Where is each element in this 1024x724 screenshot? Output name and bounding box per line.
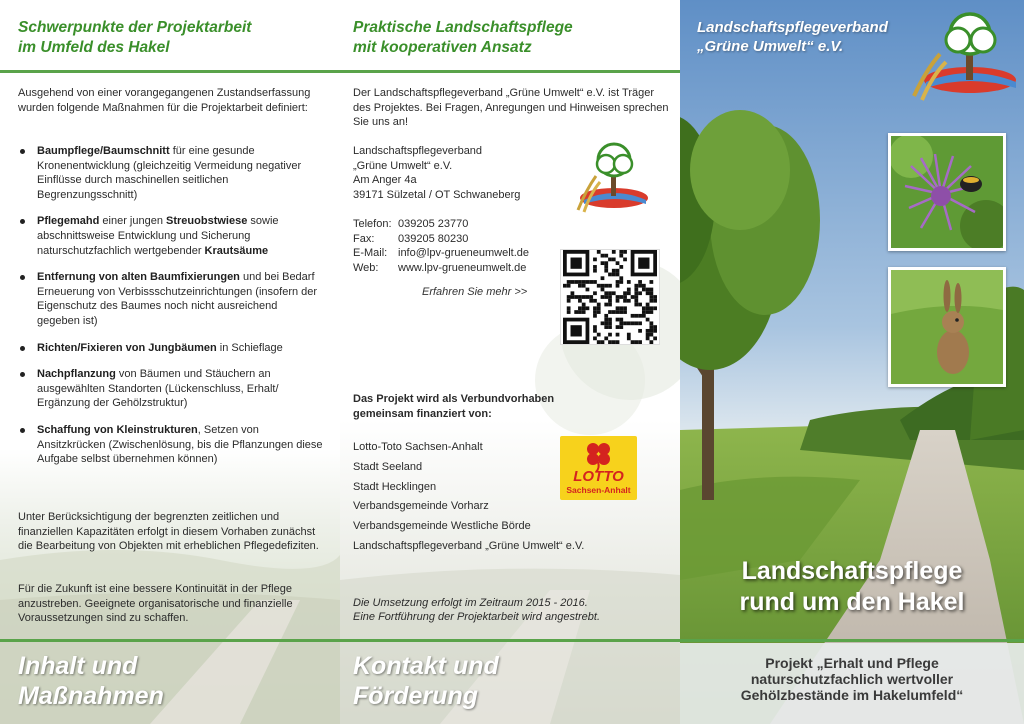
panel-cover — [680, 0, 1024, 724]
main-title: Landschaftspflege rund um den Hakel — [739, 557, 965, 616]
bullet-icon — [20, 275, 25, 280]
contact-row-phone: Telefon: 039205 23770 — [353, 218, 469, 230]
section-heading-kontakt: Kontakt und Förderung — [353, 652, 499, 710]
list-item: Verbandsgemeinde Westliche Börde — [353, 520, 531, 533]
qr-code-icon — [561, 250, 659, 344]
section-divider — [680, 639, 1024, 642]
project-subtitle: Projekt „Erhalt und Pflege naturschutzfachlich wertvoller Gehölzbestände im Hakelumfeld“ — [740, 655, 964, 703]
list-item: Stadt Seeland — [353, 460, 423, 473]
bullet-icon — [20, 346, 25, 351]
project-period-note: Die Umsetzung erfolgt im Zeitraum 2015 - 2016. Eine Fortführung der Projektarbeit wird angestrebt. — [353, 597, 601, 623]
organisation-logo — [906, 10, 1018, 106]
organisation-name: Landschaftspflegeverband „Grüne Umwelt“ e.V. — [697, 19, 888, 55]
learn-more-link[interactable]: Erfahren Sie mehr >> — [422, 286, 528, 298]
photo-thistle-bumblebee — [888, 133, 1006, 251]
photo-hare — [888, 267, 1006, 387]
measures-list — [18, 144, 323, 479]
thistle-bee-image — [891, 136, 1003, 248]
funding-heading: Das Projekt wird als Verbundvorhaben gemeinsam finanziert von: — [353, 393, 555, 420]
future-paragraph: Für die Zukunft ist eine bessere Kontinuität in der Pflege anzustreben. Geeignete organisatorische und finanzielle Voraussetzungen sind zu schaffen. — [18, 583, 293, 625]
capacity-paragraph: Unter Berücksichtigung der begrenzten zeitlichen und finanziellen Kapazitäten erfolgt in diesem Vorhaben zunächst die Bearbeitung von Objekten mit erheblichen Pflegedefiziten. — [18, 511, 319, 553]
hare-image — [891, 270, 1003, 384]
middle-column-title: Praktische Landschaftspflege mit kooperativen Ansatz — [353, 19, 573, 56]
list-item: Pflegemahd einer jungen Streuobstwiese sowie abschnittsweise Entwicklung und Sicherung naturschutzfachlich wertgebender Krautsäume — [18, 214, 323, 258]
list-item: Baumpflege/Baumschnitt für eine gesunde Kronenentwicklung (gleichzeitig Vermeidung negativer Einflüsse durch maschinellen seitlichen Begrenzungsschnitt) — [18, 144, 323, 202]
panel-kontakt-foerderung — [340, 0, 680, 724]
organisation-logo — [570, 138, 650, 220]
section-heading-inhalt: Inhalt und Maßnahmen — [18, 652, 164, 710]
list-item: Landschaftspflegeverband „Grüne Umwelt“ e.V. — [353, 539, 585, 552]
contact-row-fax: Fax: 039205 80230 — [353, 232, 469, 245]
list-item: Verbandsgemeinde Vorharz — [353, 500, 489, 513]
bullet-icon — [20, 372, 25, 377]
list-item: Lotto-Toto Sachsen-Anhalt — [353, 441, 483, 453]
contact-row-web[interactable]: Web: www.lpv-grueneumwelt.de — [353, 261, 527, 274]
contact-details — [353, 217, 563, 275]
list-item: Stadt Hecklingen — [353, 480, 437, 493]
panel-inhalt-massnahmen — [0, 0, 340, 724]
bullet-icon — [20, 219, 25, 224]
lotto-wordmark: LOTTO — [573, 468, 624, 485]
postal-address: Landschaftspflegeverband „Grüne Umwelt“ e.V. Am Anger 4a 39171 Sülzetal / OT Schwaneberg — [353, 145, 521, 201]
section-divider — [340, 639, 680, 642]
list-item: Entfernung von alten Baumfixierungen und bei Bedarf Erneuerung von Verbissschutzeinrichtungen (insofern der Eigenschutz des Baumes noch nicht ausreichend gegeben ist) — [18, 270, 323, 328]
intro-paragraph: Ausgehend von einer vorangegangenen Zustandserfassung wurden folgende Maßnahmen für die Projektarbeit definiert: — [18, 87, 311, 114]
lotto-region: Sachsen-Anhalt — [566, 485, 631, 495]
left-column-title: Schwerpunkte der Projektarbeit im Umfeld des Hakel — [18, 19, 252, 56]
list-item: Richten/Fixieren von Jungbäumen in Schieflage — [18, 341, 323, 356]
lotto-logo — [560, 436, 637, 500]
bullet-icon — [20, 149, 25, 154]
list-item: Schaffung von Kleinstrukturen, Setzen von Ansitzkrücken (Zwischenlösung, bis die Pflanzungen diese Aufgabe selbst übernehmen können) — [18, 423, 323, 467]
list-item: Nachpflanzung von Bäumen und Stäuchern an ausgewählten Standorten (Lückenschluss, Erhalt/ Ergänzung der Gehölzstruktur) — [18, 367, 323, 411]
section-divider — [0, 639, 340, 642]
intro-paragraph: Der Landschaftspflegeverband „Grüne Umwelt“ e.V. ist Träger des Projektes. Bei Fragen, Anregungen und Hinweisen sprechen Sie uns an! — [353, 87, 669, 129]
bullet-icon — [20, 428, 25, 433]
contact-row-email[interactable]: E-Mail: info@lpv-grueneumwelt.de — [353, 247, 530, 260]
title-divider — [340, 70, 680, 73]
qr-code[interactable] — [560, 249, 660, 345]
title-divider — [0, 70, 340, 73]
